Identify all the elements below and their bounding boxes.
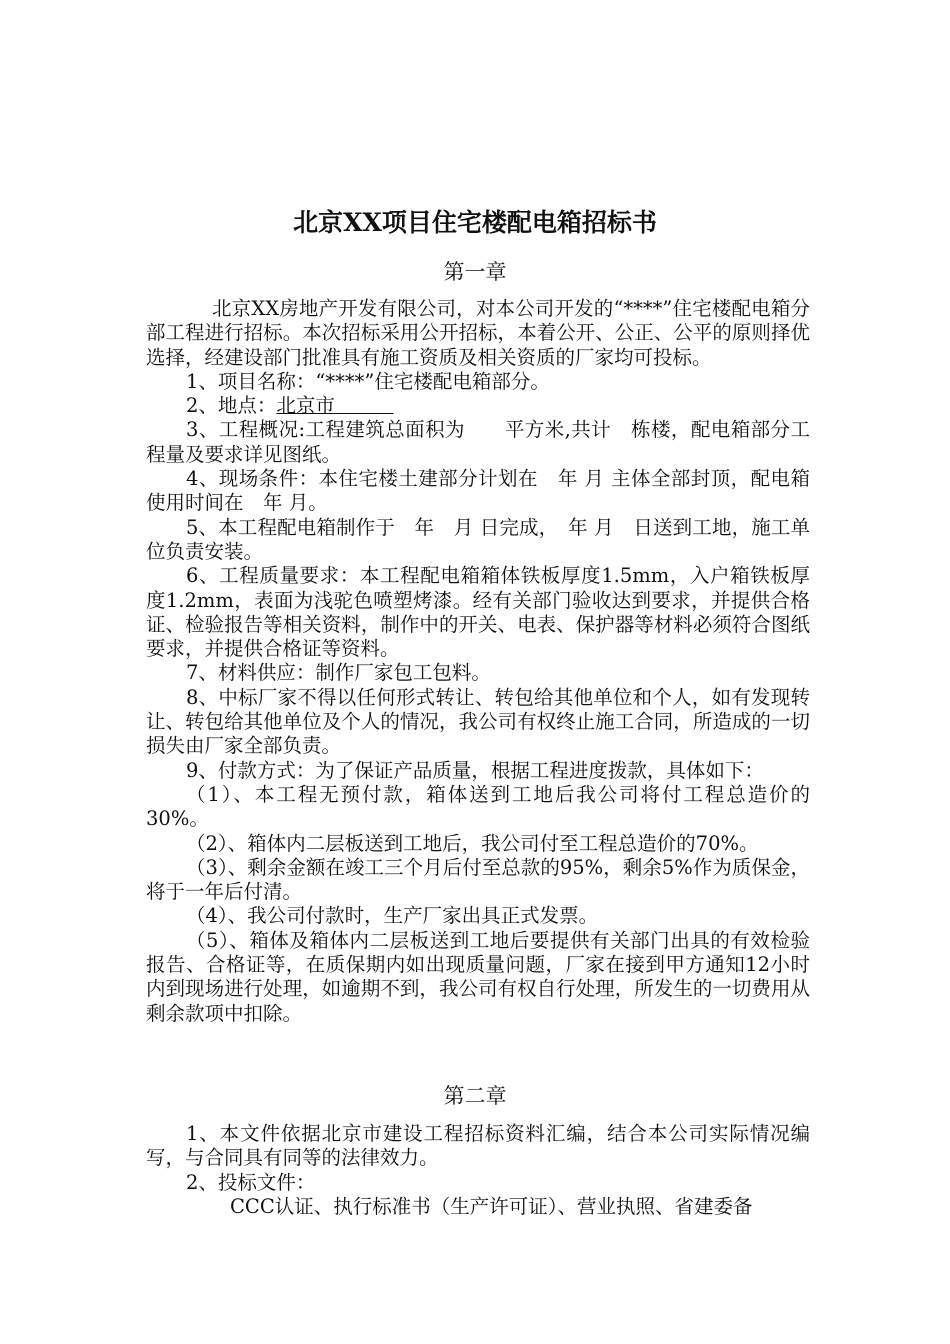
- payment-term-3: （3）、剩余金额在竣工三个月后付至总款的95%，剩余5%作为质保金，将于一年后付清。: [146, 855, 810, 904]
- item-2-location: [146, 394, 810, 418]
- location-label: 2、地点：: [186, 394, 277, 418]
- item-5-schedule: 5、本工程配电箱制作于 年 月 日完成， 年 月 日送到工地，施工单位负责安装。: [146, 515, 810, 563]
- chapter-2-bid-documents: CCC认证、执行标准书（生产许可证）、营业执照、省建委备: [230, 1194, 753, 1218]
- item-4-site-conditions: 4、现场条件：本住宅楼土建部分计划在 年 月 主体全部封顶，配电箱使用时间在 年 月。: [146, 467, 810, 515]
- chapter-2-item-2: 2、投标文件：: [186, 1170, 316, 1194]
- chapter-1-heading: 第一章: [443, 260, 507, 284]
- document-title: 北京XX项目住宅楼配电箱招标书: [293, 208, 657, 237]
- chapter-2-item-1: 1、本文件依据北京市建设工程招标资料汇编，结合本公司实际情况编写，与合同具有同等的法律效力。: [146, 1122, 810, 1170]
- item-8-subcontract: 8、中标厂家不得以任何形式转让、转包给其他单位和个人，如有发现转让、转包给其他单位及个人的情况，我公司有权终止施工合同，所造成的一切损失由厂家全部负责。: [146, 685, 810, 758]
- payment-term-4: （4）、我公司付款时，生产厂家出具正式发票。: [186, 904, 599, 928]
- item-9-payment: 9、付款方式：为了保证产品质量，根据工程进度拨款，具体如下：: [186, 758, 764, 782]
- item-3-overview: 3、工程概况:工程建筑总面积为 平方米,共计 栋楼，配电箱部分工程量及要求详见图纸。: [146, 418, 810, 466]
- payment-term-5: （5）、箱体及箱体内二层板送到工地后要提供有关部门出具的有效检验报告、合格证等，在质保期内如出现质量问题，厂家在接到甲方通知12小时内到现场进行处理，如逾期不到，我公司有权自行处理，所发生的一切费用从剩余款项中扣除。: [146, 928, 810, 1025]
- intro-paragraph: 北京XX房地产开发有限公司，对本公司开发的“****”住宅楼配电箱分部工程进行招标。本次招标采用公开招标，本着公开、公正、公平的原则择优选择，经建设部门批准具有施工资质及相关资质的厂家均可投标。: [146, 297, 810, 369]
- item-6-quality: 6、工程质量要求：本工程配电箱箱体铁板厚度1.5mm，入户箱铁板厚度1.2mm，表面为浅驼色喷塑烤漆。经有关部门验收达到要求，并提供合格证、检验报告等相关资料，制作中的开关、电表、保护器等材料必须符合图纸要求，并提供合格证等资料。: [146, 564, 810, 661]
- chapter-2-heading: 第二章: [443, 1084, 507, 1108]
- chapter-2-body: [146, 1122, 810, 1219]
- payment-term-1: （1）、本工程无预付款，箱体送到工地后我公司将付工程总造价的30%。: [146, 782, 810, 831]
- item-7-materials: 7、材料供应：制作厂家包工包料。: [186, 661, 491, 685]
- payment-term-2: （2）、箱体内二层板送到工地后，我公司付至工程总造价的70%。: [186, 831, 759, 855]
- chapter-1-body: [146, 297, 810, 1026]
- item-1-project-name: 1、项目名称：“****”住宅楼配电箱部分。: [186, 369, 550, 393]
- location-value: 北京市: [276, 394, 394, 418]
